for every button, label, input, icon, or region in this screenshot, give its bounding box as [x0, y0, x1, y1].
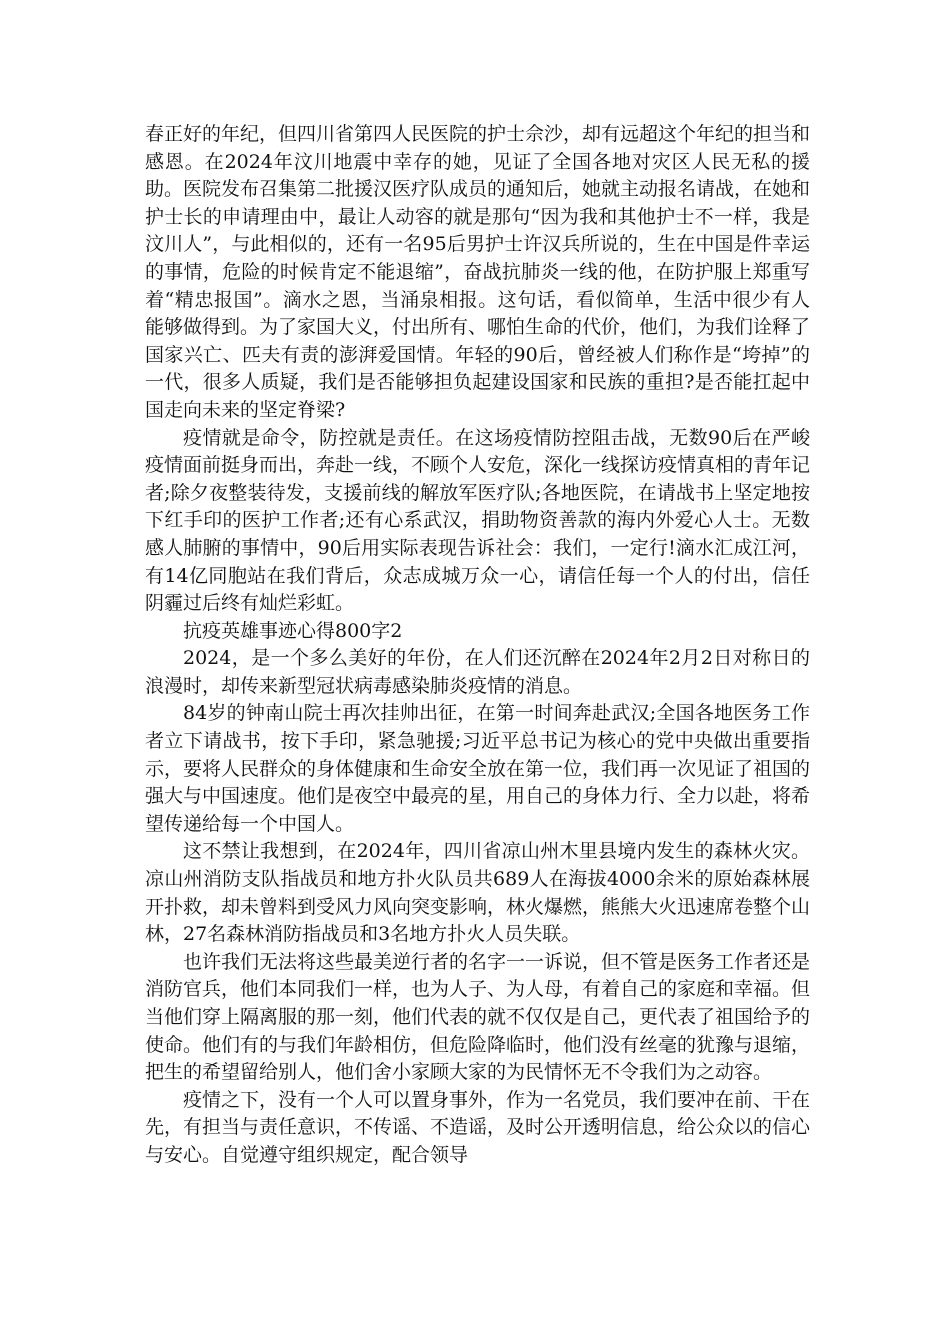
paragraph-4: 84岁的钟南山院士再次挂帅出征，在第一时间奔赴武汉;全国各地医务工作者立下请战书，按下手印，紧急驰援;习近平总书记为核心的党中央做出重要指示，要将人民群众的身体健康和生命安全放在第一位，我们再一次见证了祖国的强大与中国速度。他们是夜空中最亮的星，用自己的身体力行、全力以赴，将希望传递给每一个中国人。 — [145, 702, 811, 835]
paragraph-7: 疫情之下，没有一个人可以置身事外，作为一名党员，我们要冲在前、干在先，有担当与责任意识，不传谣、不造谣，及时公开透明信息，给公众以的信心与安心。自觉遵守组织规定，配合领导 — [145, 1088, 811, 1166]
section-heading: 抗疫英雄事迹心得800字2 — [183, 619, 403, 642]
paragraph-1: 春正好的年纪，但四川省第四人民医院的护士佘沙，却有远超这个年纪的担当和感恩。在2024年汶川地震中幸存的她，见证了全国各地对灾区人民无私的援助。医院发布召集第二批援汉医疗队成员的通知后，她就主动报名请战，在她和护士长的申请理由中，最让人动容的就是那句“因为我和其他护士不一样，我是汶川人”，与此相似的，还有一名95后男护士许汉兵所说的，生在中国是件幸运的事情，危险的时候肯定不能退缩”，奋战抗肺炎一线的他，在防护服上郑重写着“精忠报国”。滴水之恩，当涌泉相报。这句话，看似简单，生活中很少有人能够做得到。为了家国大义，付出所有、哪怕生命的代价，他们，为我们诠释了国家兴亡、匹夫有责的澎湃爱国情。年轻的90后，曾经被人们称作是“垮掉”的一代，很多人质疑，我们是否能够担负起建设国家和民族的重担?是否能扛起中国走向未来的坚定脊梁? — [145, 123, 811, 421]
paragraph-5: 这不禁让我想到，在2024年，四川省凉山州木里县境内发生的森林火灾。凉山州消防支队指战员和地方扑火队员共689人在海拔4000余米的原始森林展开扑救，却未曾料到受风力风向突变影响，林火爆燃，熊熊大火迅速席卷整个山林，27名森林消防指战员和3名地方扑火人员失联。 — [145, 840, 811, 946]
paragraph-3: 2024，是一个多么美好的年份，在人们还沉醉在2024年2月2日对称日的浪漫时，却传来新型冠状病毒感染肺炎疫情的消息。 — [145, 647, 810, 697]
paragraph-2: 疫情就是命令，防控就是责任。在这场疫情防控阻击战，无数90后在严峻疫情面前挺身而出，奔赴一线，不顾个人安危，深化一线探访疫情真相的青年记者;除夕夜整装待发，支援前线的解放军医疗队;各地医院，在请战书上坚定地按下红手印的医护工作者;还有心系武汉，捐助物资善款的海内外爱心人士。无数感人肺腑的事情中，90后用实际表现告诉社会：我们，一定行!滴水汇成江河，有14亿同胞站在我们背后，众志成城万众一心，请信任每一个人的付出，信任阴霾过后终有灿烂彩虹。 — [145, 426, 811, 615]
paragraph-6: 也许我们无法将这些最美逆行者的名字一一诉说，但不管是医务工作者还是消防官兵，他们本同我们一样，也为人子、为人母，有着自己的家庭和幸福。但当他们穿上隔离服的那一刻，他们代表的就不仅仅是自己，更代表了祖国给予的使命。他们有的与我们年龄相仿，但危险降临时，他们没有丝毫的犹豫与退缩，把生的希望留给别人，他们舍小家顾大家的为民情怀无不令我们为之动容。 — [145, 950, 811, 1084]
document-page — [145, 121, 810, 1170]
